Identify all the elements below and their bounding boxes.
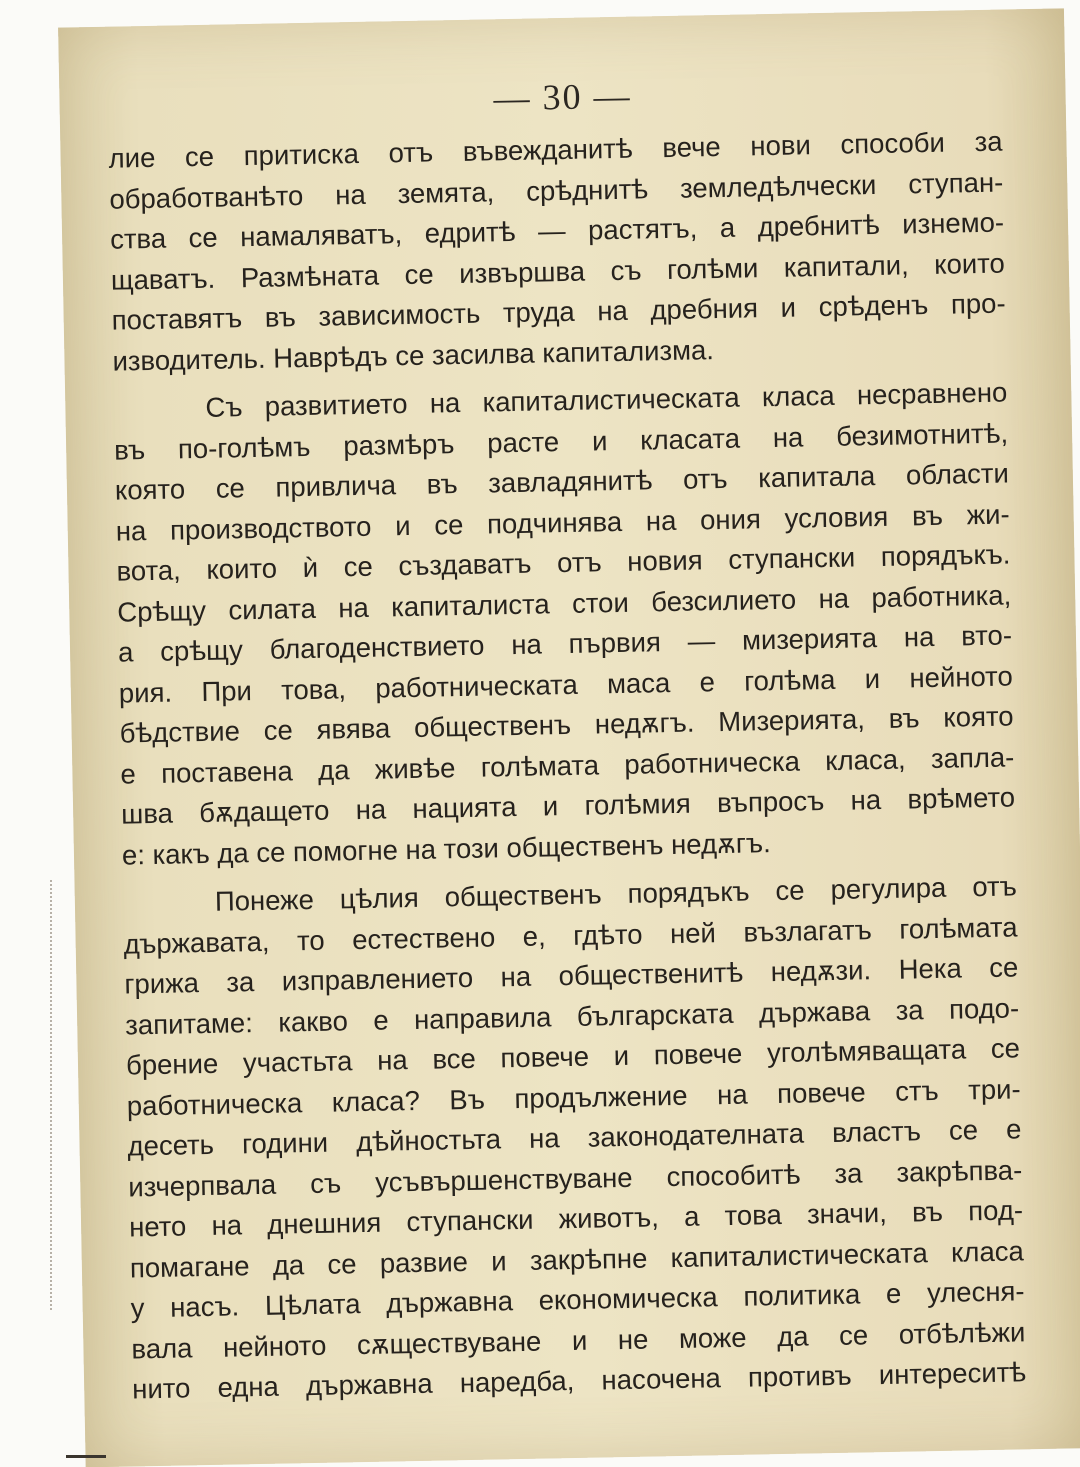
text-line: нито една държавна наредба, насочена противъ интереситѣ bbox=[131, 1356, 1027, 1405]
text-line: запитаме: какво е направила българската държава за подо- bbox=[124, 991, 1020, 1041]
binding-stitch-mark bbox=[50, 880, 56, 1310]
text-line: вота, които ѝ се създаватъ отъ новия ступански порядъкъ. bbox=[116, 538, 1011, 587]
page-number: — 30 — bbox=[493, 75, 632, 119]
text-line: Съ развитието на капиталистическата класа несравнено bbox=[205, 376, 1008, 423]
text-line: е: какъ да се помогне на този общественъ недѫгъ. bbox=[121, 826, 771, 871]
text-line: грижа за изправлението на общественитѣ недѫзи. Нека се bbox=[124, 951, 1019, 1000]
text-line: щаватъ. Размѣната се извършва съ голѣми капитали, които bbox=[110, 247, 1006, 296]
text-line: брение участьта на все повече и повече уголѣмяващата се bbox=[125, 1032, 1021, 1081]
text-line: на производството и се подчинява на ония условия въ жи- bbox=[115, 497, 1010, 547]
page-body bbox=[108, 122, 1026, 1410]
paragraph-2 bbox=[113, 373, 1016, 876]
text-line: изчерпвала съ усъвършенствуване способитѣ за закрѣпва- bbox=[128, 1153, 1023, 1203]
text-line: въ по-голѣмъ размѣръ расте и класата на безимотнитѣ, bbox=[113, 416, 1009, 466]
text-line: Понеже цѣлия общественъ порядъкъ се регулира отъ bbox=[214, 870, 1018, 917]
text-line: лие се притиска отъ въвежданитѣ вече нови способи за bbox=[108, 125, 1003, 174]
text-line: изводитель. Наврѣдъ се засилва капитализма. bbox=[112, 333, 715, 377]
text-line: поставятъ въ зависимость труда на дребния и срѣденъ про- bbox=[111, 287, 1006, 336]
text-line: десеть години дѣйностьта на законодателната властъ се е bbox=[127, 1113, 1022, 1162]
text-line: рия. При това, работническата маса е голѣма и нейното bbox=[118, 659, 1014, 709]
scan-edge-mark bbox=[66, 1455, 106, 1458]
text-line: обработванѣто на земята, срѣднитѣ земледѣлчески ступан- bbox=[109, 166, 1004, 215]
text-line: вала нейното сѫществуване и не може да се отбѣлѣжи bbox=[131, 1315, 1026, 1364]
text-line: а срѣщу благоденствието на първия — мизерията на вто- bbox=[117, 619, 1013, 668]
text-line: у насъ. Цѣлата държавна економическа политика е улесня- bbox=[130, 1275, 1025, 1324]
book-page bbox=[58, 8, 1080, 1467]
text-line: Срѣщу силата на капиталиста стои безсилието на работника, bbox=[117, 578, 1012, 628]
text-line: е поставена да живѣе голѣмата работническа класа, запла- bbox=[120, 740, 1015, 790]
text-line: която се привлича въ завладянитѣ отъ капитала области bbox=[114, 457, 1010, 506]
text-line: ства се намаляватъ, едритѣ — растятъ, а дребнитѣ изнемо- bbox=[109, 206, 1005, 255]
text-line: работническа класа? Въ продължение на повече стъ три- bbox=[126, 1072, 1021, 1122]
paragraph-3 bbox=[123, 866, 1027, 1410]
text-line: държавата, то естествено е, гдѣто ней възлагатъ голѣмата bbox=[123, 910, 1018, 960]
text-line: помагане да се развие и закрѣпне капиталистическата класа bbox=[129, 1234, 1025, 1284]
text-line: нето на днешния ступански животъ, а това значи, въ под- bbox=[128, 1194, 1024, 1243]
text-line: бѣдствие се явява общественъ недѫгъ. Мизерията, въ която bbox=[119, 700, 1014, 749]
paragraph-1 bbox=[108, 122, 1007, 382]
text-line: шва бѫдащето на нацията и голѣмия въпросъ на врѣмето bbox=[120, 781, 1016, 830]
